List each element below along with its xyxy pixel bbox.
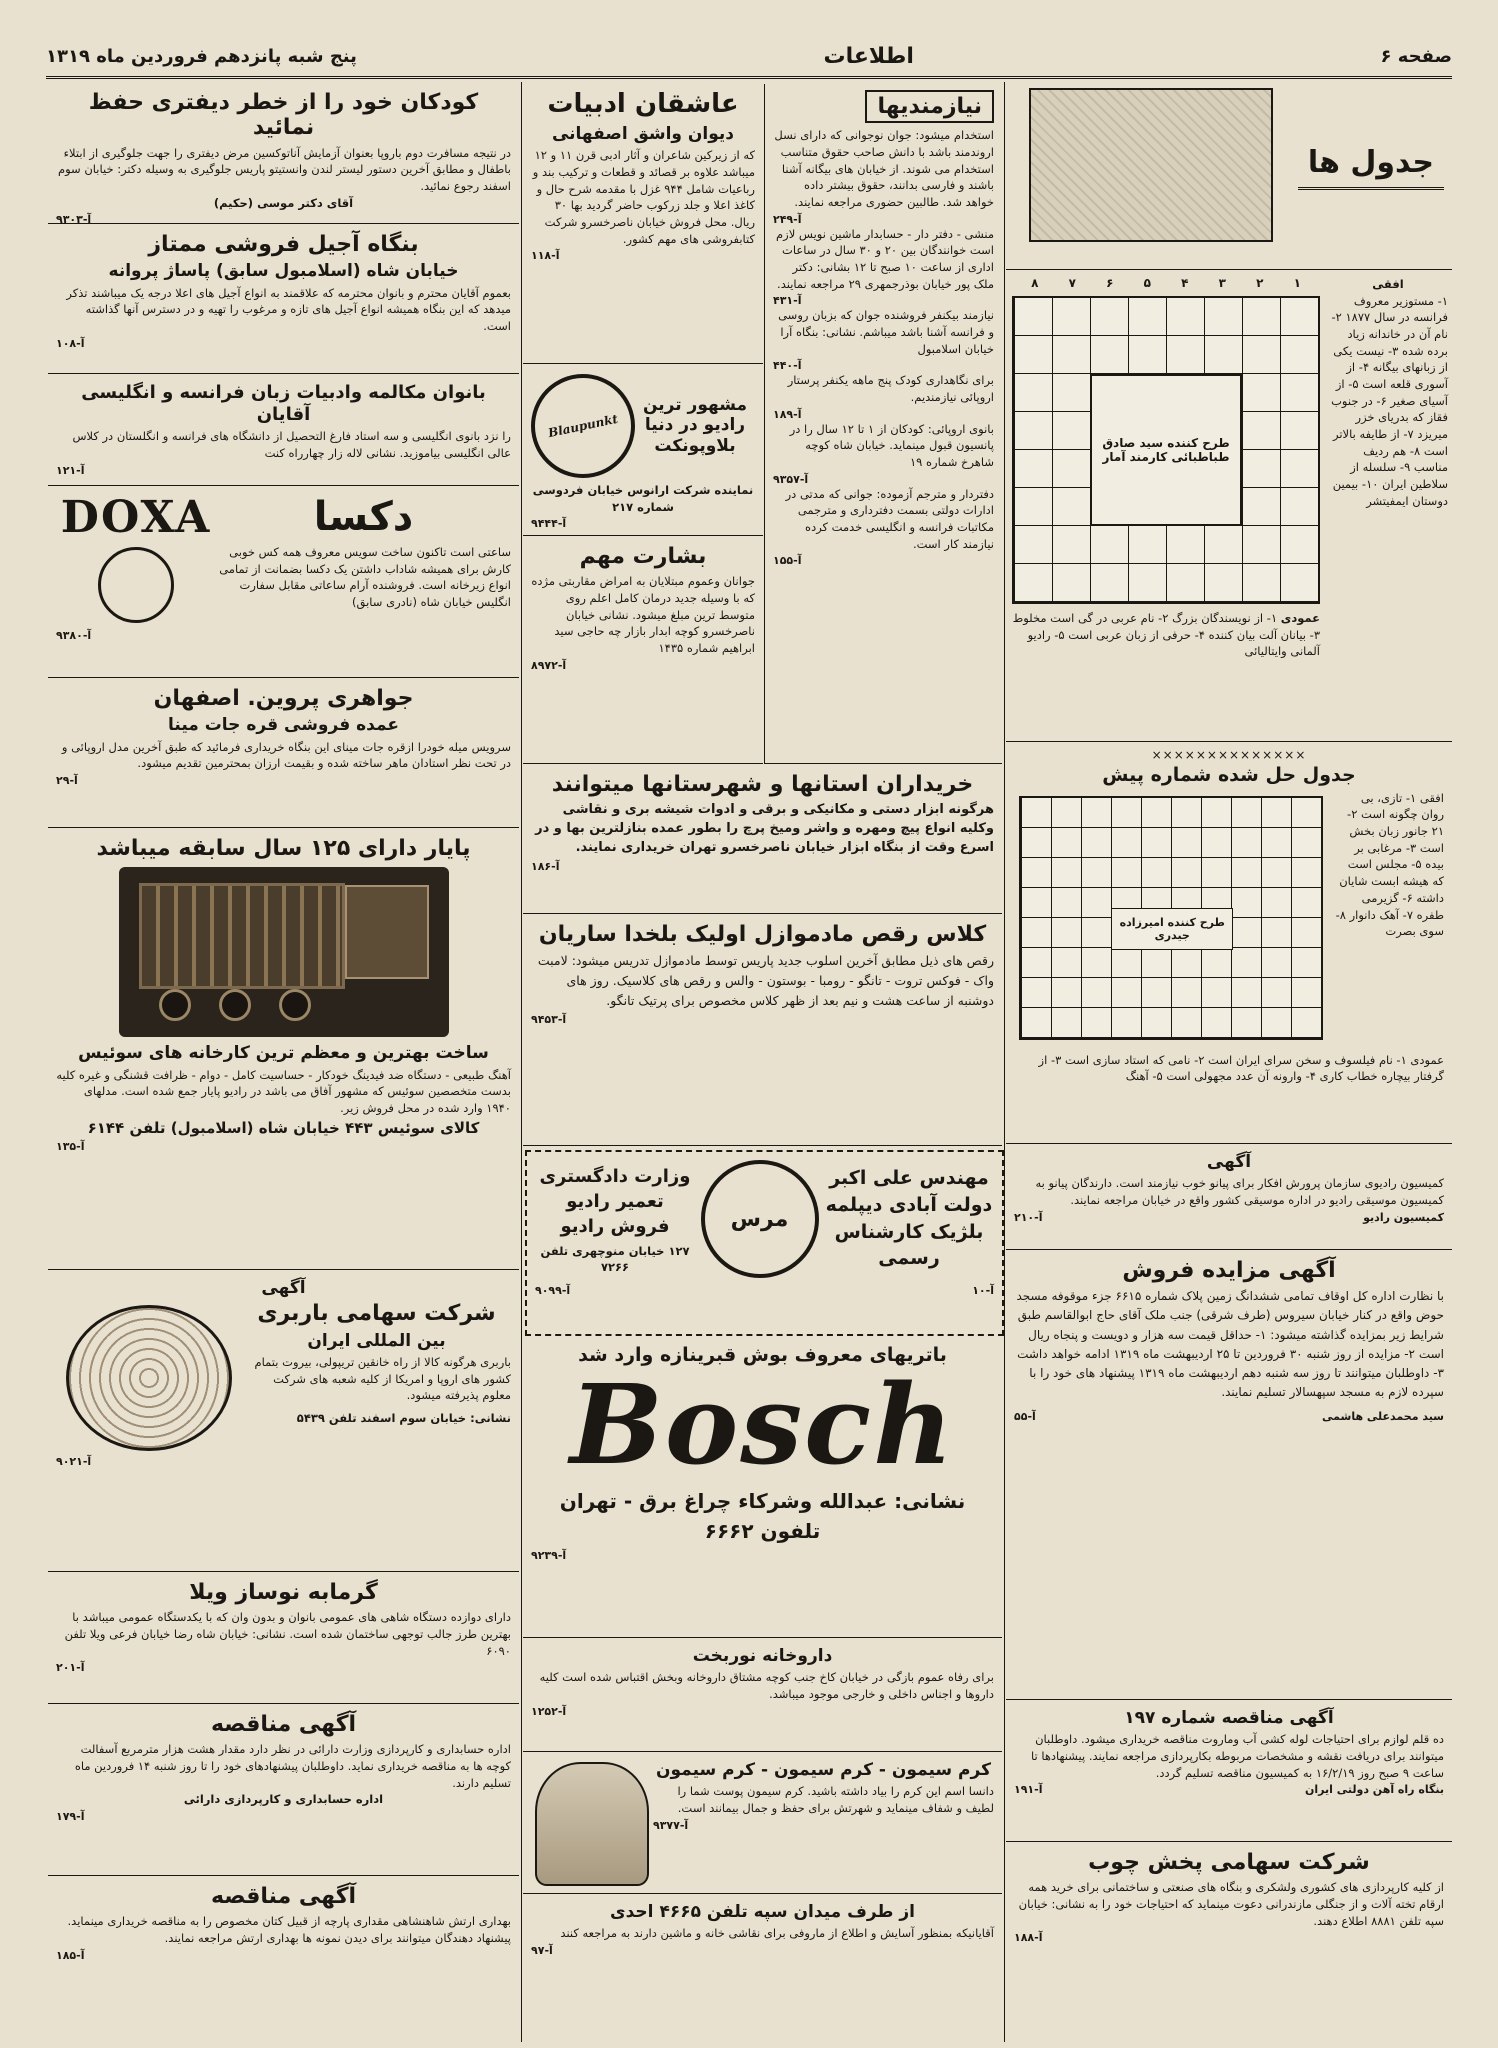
vertical-title: عمودی: [1280, 611, 1320, 625]
crossword-title: جدول ها: [1298, 140, 1444, 190]
bosch-address: نشانی: عبدالله وشرکاء چراغ برق - تهران تلفون ۶۶۶۲: [559, 1488, 966, 1543]
classified-text: دفتردار و مترجم آزموده: جوانی که مدتی در ادارات دولتی بسمت دفترداری و مترجمی مکاتبات فرانسه و انگلیسی خدمت کرده نیازمند کار است.: [785, 486, 994, 551]
ad-signature: آقای دکتر موسی (حکیم): [213, 195, 354, 210]
page-label: صفحه ۶: [1380, 45, 1452, 67]
bosch-logo: Bosch: [569, 1359, 956, 1489]
ad-title: داروخانه نوربخت: [692, 1646, 833, 1666]
ad-title: گرمابه نوساز ویلا: [189, 1580, 378, 1605]
dance-class-ad: [523, 916, 1002, 1146]
solved-horizontal: افقی ۱- تازی، بی روان چگونه است ۲- ۲۱ جانور زبان بخش است ۳- مرغابی بر بیده ۵- مجلس است که هیشه ابست شایان داشته ۶- گزیرمی طفره ۷- آهک دانوار ۸- سوی بصرت: [1335, 790, 1444, 939]
ad-title: کودکان خود را از خطر دیفتری حفظ نمائید: [88, 90, 479, 141]
ad-code: آ-۱۸۸: [1014, 1931, 1043, 1944]
ad-code: آ-۱۳۵: [56, 1139, 85, 1153]
issue-date: پنج شبه پانزدهم فروردین ماه ۱۳۱۹: [46, 45, 357, 67]
ad-code: آ-۱۲۵۲: [531, 1704, 567, 1718]
ad-title: شرکت سهامی پخش چوب: [1088, 1850, 1370, 1875]
ad-code: آ-۹۳۸۰: [56, 629, 92, 642]
engineer-seal: مرس: [701, 1160, 819, 1278]
ad-code: آ-۱۲۱: [56, 463, 85, 477]
ad-title: آگهی مناقصه: [210, 1712, 357, 1737]
sepah-ad: [523, 1896, 1002, 1976]
ad-address: کالای سوئیس ۴۴۳ خیابان شاه (اسلامبول) تلفن ۶۱۴۴: [87, 1118, 480, 1137]
ad-title: کرم سیمون - کرم سیمون - کرم سیمون: [656, 1760, 991, 1780]
classifieds: [764, 84, 1002, 764]
tender-ad-1: [48, 1706, 519, 1876]
ad-signature: اداره حسابداری و کارپردازی دارائی: [183, 1792, 384, 1807]
classified-text: منشی - دفتر دار - حسابدار ماشین نویس لازم است خوانندگان بین ۲۰ و ۳۰ سال در ساعات اداری از ساعت ۱۰ صبح تا ۱۲ بشانی: دکتر ملک پور خیابان بوذرجمهری ۲۹ مراجعه نمایند.: [776, 226, 994, 291]
horizontal-title: افقی: [1372, 277, 1404, 291]
woman-illustration: [535, 1762, 649, 1886]
ad-text: از کلیه کارپردازی های کشوری ولشکری و بنگاه های صنعتی و ساختمانی برای خرید همه ارقام تخته آلات و از جنگلی مازندرانی دعوت مینماید که احتیاجات خود را به نشانی: خیابان سپه تلفن ۸۸۸۱ اطلاع دهند.: [1018, 1880, 1444, 1928]
ad-code: آ-۱۸۹: [773, 407, 802, 421]
ad-code: آ-۸۹۷۲: [531, 658, 567, 672]
ad-agent: نماینده شرکت ارانوس خیابان فردوسی شماره ۲۱۷: [532, 483, 754, 514]
ad-title: بشارت مهم: [579, 544, 707, 569]
classified-text: نیازمند بیکنفر فروشنده جوان که بزبان روسی و فرانسه آشنا باشد میباشم. نشانی: بنگاه آرا خیابان اسلامبول: [778, 308, 994, 356]
radio-commission-ad: [1006, 1146, 1452, 1250]
crossword-illustration: [1029, 88, 1273, 242]
blaupunkt-logo: Blaupunkt: [523, 366, 645, 488]
crossword-puzzle: [1006, 272, 1452, 742]
ad-text: با نظارت اداره کل اوقاف تمامی ششدانگ زمین پلاک شماره ۶۶۱۵ جزء موقوفه مسجد حوض واقع در کنار خیابان سیروس (طرف شرقی) جنب ملک آقای حاج ابوالقاسم طبق شرایط زیر بمزایده گذاشته میشود: ۱- حداقل قیمت سه هزار و دویست و پنجاه ریال است ۲- مزایده از روز شنبه ۳۰ فروردین تا ۲۵ اردیبهشت ماه ۱۳۱۹ ادامه خواهد داشت ۳- داوطلبان میتوانند تا روز سه شنبه دهم اردیبهشت ماه ۱۳۱۹ پیشنهاد های خود را با سپرده لازم به مسجد سپهسالار تسلیم نمایند.: [1016, 1289, 1444, 1400]
ad-subtitle: ساخت بهترین و معظم ترین کارخانه های سوئیس: [78, 1043, 489, 1064]
classifieds-title: نیازمندیها: [865, 90, 994, 123]
ad-title: خریداران استانها و شهرستانها میتوانند: [551, 772, 974, 797]
globe-emblem: [66, 1305, 232, 1451]
tender-ad-2: [48, 1878, 519, 1978]
ad-text: هرگونه ابزار دستی و مکانیکی و برقی و ادوات شیشه بری و نقاشی وکلیه انواع پیچ ومهره و واشر ومیخ پرچ را بطور عمده بنازلترین بها و در اسرع وقت از بنگاه ابزار خیابان ناصرخسرو تهران خریداری نمایند.: [535, 802, 994, 855]
column-rule: [521, 82, 522, 2042]
ad-code: آ-۲۴۹: [773, 212, 802, 226]
ad-title: پایار دارای ۱۲۵ سال سابقه میباشد: [96, 836, 471, 861]
ad-text: جوانان وعموم مبتلایان به امراض مقاربتی مژده که با وسیله جدید درمان کامل اعلم روی متوسط ترین مبلغ میشود. نشانی خیابان ناصرخسرو کوچه ابدار بازار چه حاجی سید ابراهیم شماره ۱۴۳۵: [531, 574, 755, 655]
ad-signature: سید محمدعلی هاشمی: [1322, 1410, 1444, 1424]
pharmacy-ad: [523, 1640, 1002, 1752]
ad-code: آ-۴۳۱: [773, 294, 802, 308]
ad-title: مشهور ترین رادیو در دنیا بلاوپونکت: [642, 394, 748, 456]
ad-title: آگهی: [261, 1278, 306, 1298]
ad-title: آگهی مناقصه شماره ۱۹۷: [1124, 1708, 1334, 1728]
ad-code: آ-۱۸۵: [56, 1948, 85, 1962]
ad-title: آگهی مناقصه: [210, 1884, 357, 1909]
solved-grid: [1019, 796, 1323, 1040]
classified-text: استخدام میشود: جوان نوجوانی که دارای نسل اروندمند باشد با دانش صاحب حقوق متناسب استخدام می شوند. از خیابان های بیگانه آشنا باشند و فارسی بدانند، حقوق بیشتر داده خواهد شد. طالبین حضوری مراجعه نمایند.: [774, 128, 994, 209]
classified-text: بانوی اروپائی: کودکان از ۱ تا ۱۲ سال را در پانسیون قبول مینماید. خیابان شاه کوچه شاهرخ شماره ۱۹: [789, 421, 994, 470]
radio-service-title: وزارت دادگستری تعمیر رادیو فروش رادیو: [539, 1166, 691, 1238]
ad-title: عاشقان ادبیات: [547, 89, 739, 119]
paillard-radio-ad: [48, 830, 519, 1270]
engineer-name: مهندس علی اکبر دولت آبادی دیپلمه بلژیک کارشناس رسمی: [825, 1167, 993, 1270]
vertical-clues: ۱- از نویسندگان بزرگ ۲- نام عربی در گی است مخلوط ۳- بیانان آلت بیان کننده ۴- حرفی از زبان عربی است ۵- رادیو آلمانی وایتالیائی: [1012, 611, 1320, 659]
ad-title: بانوان مکالمه وادبیات زبان فرانسه و انگلیسی آقایان: [81, 382, 486, 425]
ad-text: برای رفاه عموم بازگی در خیابان کاخ جنب کوچه مشتاق داروخانه وبخش اقتباس شده است کلیه داروها و اجناس داخلی و خارجی موجود میباشد.: [539, 1670, 994, 1702]
ad-code: آ-۴۴۰: [773, 359, 802, 373]
ad-title: بنگاه آجیل فروشی ممتاز: [148, 232, 419, 257]
ad-signature: کمیسیون رادیو: [1363, 1210, 1444, 1224]
nuts-shop-ad: [48, 226, 519, 374]
solved-title: جدول حل شده شماره پیش: [1102, 764, 1356, 786]
separator: ××××××××××××××: [1151, 748, 1307, 762]
ad-title: از طرف میدان سپه تلفن ۴۶۶۵ احدی: [610, 1902, 915, 1922]
ad-title: آگهی: [1206, 1152, 1252, 1172]
ad-code: آ-۹۲۳۹: [531, 1548, 567, 1562]
company-name: شرکت سهامی باربری: [257, 1301, 496, 1327]
ad-code: آ-۹۴۴۴: [531, 517, 567, 531]
ad-code: آ-۱۰۸: [56, 336, 85, 350]
paper-name: اطلاعات: [823, 43, 914, 69]
ad-address: نشانی: خیابان سوم اسفند تلفن ۵۴۳۹: [296, 1411, 511, 1426]
good-news-ad: [523, 538, 763, 764]
diphtheria-ad: [48, 84, 519, 224]
blaupunkt-ad: [523, 366, 763, 536]
doxa-name: دکسا: [313, 494, 414, 540]
ad-subtitle: دیوان واشق اصفهانی: [551, 123, 735, 144]
language-class-ad: [48, 376, 519, 486]
ad-code: آ-۱۵۵: [773, 554, 802, 568]
ad-code: آ-۱۷۹: [56, 1809, 85, 1823]
tools-ad: [523, 766, 1002, 914]
auction-ad: [1006, 1252, 1452, 1700]
ad-text: بعموم آقایان محترم و بانوان محترمه که علاقمند به انواع آجیل های اعلا درجه یک میباشند تذکر میدهد که این بنگاه همیشه انواع آجیل های تازه و مرغوب را تهیه و در دسترس آنها گذاشته است.: [66, 285, 511, 334]
ad-signature: بنگاه راه آهن دولتی ایران: [1305, 1783, 1444, 1797]
ad-code: آ-۲۹: [56, 774, 78, 788]
ad-code: آ-۱۱۸: [531, 249, 560, 263]
ad-code: آ-۱۹۱: [1014, 1783, 1043, 1797]
doxa-logo: DOXA: [60, 492, 212, 543]
crossword-center: طرح کننده سید صادق طباطبائی کارمند آمار: [1090, 374, 1242, 526]
engineer-radio-ad: [525, 1150, 1004, 1336]
bosch-ad: [523, 1338, 1002, 1638]
wood-company-ad: [1006, 1844, 1452, 1944]
ad-text: ده قلم لوازم برای احتیاجات لوله کشی آب وماروت مناقصه خریداری میشود. داوطلبان میتوانند برای دریافت نقشه و مشخصات مربوطه بکارپردازی مراجعه نمایند. پیشنهادها تا ساعت ۹ صبح روز ۱۶/۲/۱۹ به کمیسیون مناقصه تسلیم گردد.: [1030, 1732, 1444, 1780]
bathhouse-ad: [48, 1574, 519, 1704]
crossword-grid: [1012, 296, 1320, 604]
radio-illustration: [119, 867, 449, 1037]
ad-text: دارای دوازده دستگاه شاهی های عمومی بانوان و بدون وان که با یکدستگاه عمومی میباشد با بهترین طرز جالب توجهی ساختمان شده است. نشانی: خیابان شاه رضا خیابان فرعی ویلا تلفن ۶۰۹۰: [64, 1610, 511, 1658]
column-numbers: ۱ ۲ ۳ ۴ ۵ ۶ ۷ ۸: [1031, 276, 1301, 290]
ad-code: آ-۹۷: [531, 1944, 553, 1958]
solved-vertical: عمودی ۱- نام فیلسوف و سخن سرای ایران است ۲- نامی که استاد سازی است ۳- از گرفتار بیچاره خطاب کاری ۴- وارونه آن عدد مجهولی است ۵- آهنگ: [1038, 1052, 1444, 1084]
ad-code: آ-۵۵: [1014, 1410, 1036, 1424]
column-rule: [1004, 82, 1005, 2042]
ad-text: در نتیجه مسافرت دوم باروپا بعنوان آزمایش آناتوکسین مرض دیفتری را جهت جلوگیری از ابتلاء باطفال و مطابق آخرین دستور لیستر لندن وانستیتو پاریس جلوگیری به وسیله دکتر: خیابان سوم اسفند رجوع نمائید.: [57, 145, 511, 193]
radio-service-address: ۱۲۷ خیابان منوچهری تلفن ۷۲۶۶: [540, 1243, 690, 1275]
classified-text: برای نگاهداری کودک پنج ماهه یکنفر پرستار اروپائی نیازمندیم.: [787, 373, 994, 405]
ad-title: کلاس رقص مادموازل اولیک بلخدا ساریان: [538, 922, 987, 947]
ad-text: دانسا اسم این کرم را بیاد داشته باشید. کرم سیمون پوست شما را لطیف و شفاف مینماید و شهرتش برای حفظ و جمال بیمانند است.: [677, 1784, 994, 1816]
ad-title: آگهی مزایده فروش: [1122, 1258, 1336, 1283]
ad-text: اداره حسابداری و کارپردازی وزارت دارائی در نظر دارد مقدار هشت هزار مترمربع آسفالت کوچه ها به مناقصه خریداری نماید. داوطلبان پیشنهادهای خود را تا روز شنبه ۱۴ فروردین ماه تسلیم دارند.: [74, 1742, 511, 1790]
ad-text: رقص های ذیل مطابق آخرین اسلوب جدید پاریس توسط مادموازل تدریس میشود: لامبت واک - فوکس تروت - تانگو - رومبا - بوستون - والس و رقص های کلاسیک. روز های دوشنبه از ساعت هشت و نیم بعد از ظهر کلاس مخصوص برای پرتیک تانگو.: [537, 953, 994, 1009]
ad-text: بهداری ارتش شاهنشاهی مقداری پارچه از قبیل کتان مخصوص را به مناقصه خریداری مینماید. پیشنهاد دهندگان میتوانند برای دیدن نمونه ها بهداری ارتش مراجعه نمایند.: [67, 1914, 511, 1945]
ad-title: جواهری پروین. اصفهان: [153, 686, 414, 711]
ad-code: آ-۹۳۵۷: [773, 472, 809, 486]
ad-code: آ-۱۸۶: [531, 859, 560, 873]
ad-code: آ-۹۰۹۹: [535, 1284, 571, 1297]
horizontal-clues: ۱- مستوزیر معروف فرانسه در سال ۱۸۷۷ ۲- نام آن در خاندانه زیاد برده شده ۳- نیست یکی از زبانهای بیگانه ۴- از آسوری قلعه است ۵- از آسیای صغیر ۶- در جنوب فقاز که بدریای خزر میریزد ۷- از طایفه بالاتر است ۸- هم ردیف مناسب ۹- سلسله از سلاطین ایران ۱۰- بیمین دوستان ایمفیتشر: [1331, 293, 1448, 508]
ad-code: آ-۹۳۰۳: [56, 213, 92, 224]
shipping-company-ad: [48, 1272, 519, 1572]
ad-text: باربری هرگونه کالا از راه خانقین تریپولی، بیروت بتمام کشور های اروپا و امریکا از کلیه شعبه های شرکت معلوم پذیرفته میشود.: [254, 1355, 511, 1403]
ad-code: آ-۲۱۰: [1014, 1210, 1043, 1224]
ad-subtitle: خیابان شاه (اسلامبول سابق) پاساژ پروانه: [108, 261, 459, 282]
cream-ad: [523, 1754, 1002, 1894]
ad-code: آ-۹۰۲۱: [56, 1455, 92, 1469]
page-header: [46, 36, 1452, 79]
tender-197-ad: [1006, 1702, 1452, 1842]
solved-crossword: [1006, 744, 1452, 1144]
ad-text: آهنگ طبیعی - دستگاه ضد فیدینگ خودکار - حساسیت کامل - دوام - ظرافت قشنگی و غیره کلیه بدست متخصصین سوئیس که مشهور آفاق می باشد در رادیو پایار جمع شده است. مدلهای ۱۹۴۰ وارد شده در محل فروش زیر.: [56, 1067, 511, 1116]
jewelry-ad: [48, 680, 519, 828]
crossword-header: [1006, 84, 1452, 270]
ad-text: آقایانیکه بمنظور آسایش و اطلاع از ماروفی برای نقاشی خانه و ماشین دارند به مراجعه کنند: [560, 1926, 994, 1941]
ad-text: سرویس میله خودرا ازقره جات مینای این بنگاه خریداری فرمائید که طبق آخرین مدل اروپائی و در تحت نظر استادان ماهر ساخته شده و بقیمت ارزان بمحترمین تقدیم میشود.: [61, 739, 511, 771]
ad-subtitle: عمده فروشی قره جات مینا: [168, 715, 399, 736]
company-sub: بین المللی ایران: [307, 1330, 446, 1351]
doxa-ad: [48, 488, 519, 678]
ad-text: که از زیرکین شاعران و آثار ادبی قرن ۱۱ و ۱۲ میباشد علاوه بر قصائد و قطعات و ترکیب بند و رباعیات شامل ۹۴۴ غزل با مقدمه شرح حال و کاغذ اعلا و جلد زرکوب حاضر گردید بها ۳۰ ریال. محل فروش خیابان ناصرخسرو شرکت کتابفروشی های مهم کشور.: [532, 148, 755, 246]
ad-code: آ-۹۳۷۷: [653, 1818, 689, 1832]
ad-code: آ-۲۰۱: [56, 1661, 85, 1675]
solved-center: طرح کننده امیرزاده جیدری: [1111, 908, 1233, 950]
ad-text: کمیسیون رادیوی سازمان پرورش افکار برای پیانو خوب نیازمند است. دارندگان پیانو به کمیسیون موسیقی رادیو در اداره موسیقی کشور واقع در خیابان مراجعه نمایند.: [1035, 1176, 1444, 1208]
ad-text: ساعتی است تاکنون ساخت سویس معروف همه کس خوبی کارش برای همیشه شاداب داشتن یک دکسا بضمانت از تمامی انواع زیرخانه است. فروشنده آرام ساعاتی مقابل سفارت انگلیس خیابان شاه (نادری سابق): [219, 545, 511, 610]
literature-ad: [523, 84, 763, 364]
ad-code: آ-۹۴۵۳: [531, 1013, 567, 1027]
ad-text: را نزد بانوی انگلیسی و سه استاد فارغ التحصیل از دانشگاه های فرانسه و انگلستان در کلاس عالی انگلیسی بیاموزید. نشانی لاله زار چهارراه کنت: [72, 429, 511, 460]
ad-code: آ-۱۰: [972, 1284, 994, 1297]
watch-icon: [98, 547, 174, 623]
bosch-tagline: باتریهای معروف بوش قبرینازه وارد شد: [578, 1344, 947, 1366]
